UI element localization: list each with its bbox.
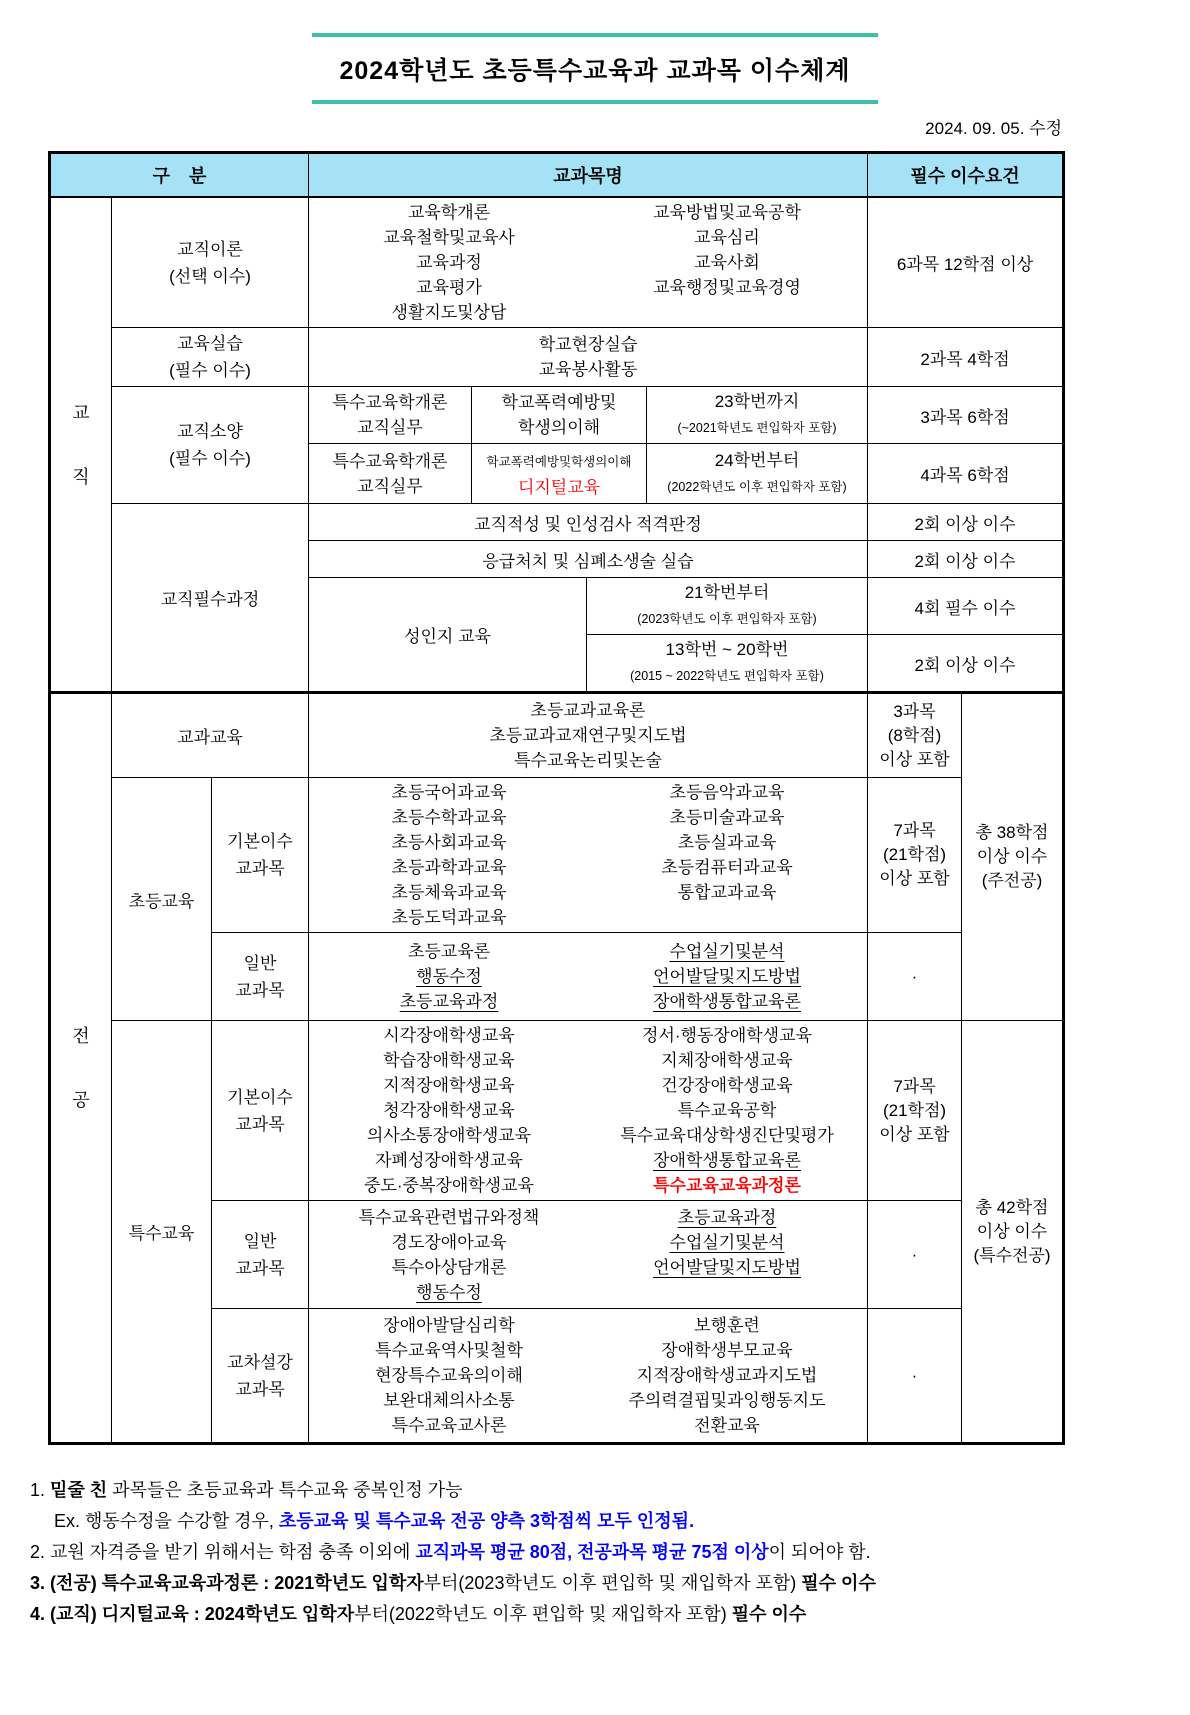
title-block bbox=[312, 33, 878, 104]
row-theory bbox=[50, 197, 1064, 328]
req-practice: 2과목 4학점 bbox=[868, 328, 1064, 387]
req-soyang1: 3과목 6학점 bbox=[868, 387, 1064, 444]
courses-soyang1-extra: 학교폭력예방및 학생의이해 bbox=[472, 387, 647, 444]
courses-elementary-basic bbox=[309, 778, 868, 933]
courses-elementary-general-left: 초등교육론 행동수정 초등교육과정 bbox=[399, 942, 499, 1011]
req-soyang2: 4과목 6학점 bbox=[868, 444, 1064, 504]
courses-special-cross bbox=[309, 1309, 868, 1444]
note-4: 4. (교직) 디지털교육 : 2024학년도 입학자부터(2022학년도 이후 편입학 및 재입학자 포함) 필수 이수 bbox=[30, 1604, 807, 1624]
courses-theory-right: 교육방법및교육공학 교육심리 교육사회 교육행정및교육경영 bbox=[653, 203, 801, 297]
req-subject-edu: 3과목 (8학점) 이상 포함 bbox=[868, 693, 962, 778]
header-category: 구 분 bbox=[50, 153, 309, 198]
group-special: 특수교육 bbox=[112, 1021, 212, 1444]
row-practice bbox=[50, 328, 1064, 387]
courses-soyang2: 특수교육학개론 교직실무 bbox=[309, 444, 472, 504]
courses-theory bbox=[309, 197, 868, 328]
courses-special-cross-left: 장애아발달심리학 특수교육역사및철학 현장특수교육의이해 보완대체의사소통 특수교육교사론 bbox=[375, 1316, 523, 1435]
req-cpr: 2회 이상 이수 bbox=[868, 541, 1064, 578]
header-requirement: 필수 이수요건 bbox=[868, 153, 1064, 198]
course-aptitude: 교직적성 및 인성검사 적격판정 bbox=[309, 504, 868, 541]
req-special-basic: 7과목 (21학점) 이상 포함 bbox=[868, 1021, 962, 1201]
req-elementary-general: · bbox=[868, 933, 962, 1021]
total-special: 총 42학점 이상 이수 (특수전공) bbox=[962, 1021, 1064, 1444]
group-label-gyojik: 교 직 bbox=[50, 197, 112, 693]
req-theory: 6과목 12학점 이상 bbox=[868, 197, 1064, 328]
category-special-basic: 기본이수 교과목 bbox=[212, 1021, 309, 1201]
category-practice: 교육실습 (필수 이수) bbox=[112, 328, 309, 387]
cohort-gender2: 13학번 ~ 20학번 (2015 ~ 2022학년도 편입학자 포함) bbox=[587, 635, 868, 693]
courses-elementary-basic-right: 초등음악과교육 초등미술과교육 초등실과교육 초등컴퓨터과교육 통합교과교육 bbox=[661, 783, 793, 902]
row-aptitude bbox=[50, 504, 1064, 541]
row-special-basic bbox=[50, 1021, 1064, 1201]
category-special-general: 일반 교과목 bbox=[212, 1201, 309, 1309]
total-elementary: 총 38학점 이상 이수 (주전공) bbox=[962, 693, 1064, 1021]
courses-practice: 학교현장실습 교육봉사활동 bbox=[309, 328, 868, 387]
courses-special-basic bbox=[309, 1021, 868, 1201]
category-subject-edu: 교과교육 bbox=[112, 693, 309, 778]
cohort-gender1: 21학번부터 (2023학년도 이후 편입학자 포함) bbox=[587, 578, 868, 635]
note-3: 3. (전공) 특수교육교육과정론 : 2021학년도 입학자부터(2023학년도 이후 편입학 및 재입학자 포함) 필수 이수 bbox=[30, 1573, 876, 1593]
table-header-row bbox=[50, 153, 1064, 198]
category-special-cross: 교차설강 교과목 bbox=[212, 1309, 309, 1444]
category-theory: 교직이론 (선택 이수) bbox=[112, 197, 309, 328]
courses-elementary-basic-left: 초등국어과교육 초등수학과교육 초등사회과교육 초등과학과교육 초등체육과교육 초등도덕과교육 bbox=[391, 783, 507, 927]
req-gender1: 4회 필수 이수 bbox=[868, 578, 1064, 635]
note-1: 1. 밑줄 친 과목들은 초등교육과 특수교육 중복인정 가능 bbox=[30, 1480, 463, 1500]
group-label-jeongong: 전 공 bbox=[50, 693, 112, 1444]
category-required-course: 교직필수과정 bbox=[112, 504, 309, 693]
req-special-general: · bbox=[868, 1201, 962, 1309]
course-cpr: 응급처치 및 심폐소생술 실습 bbox=[309, 541, 868, 578]
category-elementary-general: 일반 교과목 bbox=[212, 933, 309, 1021]
req-aptitude: 2회 이상 이수 bbox=[868, 504, 1064, 541]
category-elementary-basic: 기본이수 교과목 bbox=[212, 778, 309, 933]
footnotes bbox=[30, 1475, 1170, 1630]
courses-special-cross-right: 보행훈련 장애학생부모교육 지적장애학생교과지도법 주의력결핍및과잉행동지도 전환교육 bbox=[628, 1316, 826, 1435]
note-2: 2. 교원 자격증을 받기 위해서는 학점 충족 이외에 교직과목 평균 80점, 전공과목 평균 75점 이상이 되어야 함. bbox=[30, 1542, 871, 1562]
courses-soyang1: 특수교육학개론 교직실무 bbox=[309, 387, 472, 444]
header-course-name: 교과목명 bbox=[309, 153, 868, 198]
req-elementary-basic: 7과목 (21학점) 이상 포함 bbox=[868, 778, 962, 933]
courses-soyang2-extra: 학교폭력예방및학생의이해 디지털교육 bbox=[472, 444, 647, 504]
cohort-soyang1: 23학번까지 (~2021학년도 편입학자 포함) bbox=[647, 387, 868, 444]
row-soyang-1 bbox=[50, 387, 1064, 444]
curriculum-table bbox=[48, 151, 1065, 1445]
courses-elementary-general-right: 수업실기및분석 언어발달및지도방법 장애학생통합교육론 bbox=[653, 942, 801, 1011]
cohort-soyang2: 24학번부터 (2022학년도 이후 편입학자 포함) bbox=[647, 444, 868, 504]
row-elementary-basic bbox=[50, 778, 1064, 933]
courses-special-general bbox=[309, 1201, 868, 1309]
page-title: 2024학년도 초등특수교육과 교과목 이수체계 bbox=[339, 57, 851, 85]
req-gender2: 2회 이상 이수 bbox=[868, 635, 1064, 693]
category-soyang: 교직소양 (필수 이수) bbox=[112, 387, 309, 504]
course-gender: 성인지 교육 bbox=[309, 578, 587, 693]
revision-date: 2024. 09. 05. 수정 bbox=[925, 119, 1062, 138]
group-elementary: 초등교육 bbox=[112, 778, 212, 1021]
row-subject-edu bbox=[50, 693, 1064, 778]
title-bottom-rule bbox=[312, 100, 878, 104]
courses-special-general-right: 초등교육과정 수업실기및분석 언어발달및지도방법 bbox=[653, 1207, 801, 1277]
courses-subject-edu: 초등교과교육론 초등교과교재연구및지도법 특수교육논리및논술 bbox=[309, 693, 868, 778]
note-1-example: Ex. 행동수정을 수강할 경우, 초등교육 및 특수교육 전공 양측 3학점씩 모두 인정됨. bbox=[54, 1511, 695, 1531]
courses-special-basic-left: 시각장애학생교육 학습장애학생교육 지적장애학생교육 청각장애학생교육 의사소통장애학생교육 자폐성장애학생교육 중도·중복장애학생교육 bbox=[364, 1026, 534, 1195]
courses-theory-left: 교육학개론 교육철학및교육사 교육과정 교육평가 생활지도및상담 bbox=[383, 203, 515, 322]
req-special-cross: · bbox=[868, 1309, 962, 1444]
courses-special-basic-right: 정서·행동장애학생교육 지체장애학생교육 건강장애학생교육 특수교육공학 특수교육대상학생진단및평가 장애학생통합교육론 특수교육교육과정론 bbox=[620, 1026, 834, 1195]
courses-elementary-general bbox=[309, 933, 868, 1021]
courses-special-general-left: 특수교육관련법규와정책 경도장애아교육 특수아상담개론 행동수정 bbox=[358, 1207, 540, 1302]
